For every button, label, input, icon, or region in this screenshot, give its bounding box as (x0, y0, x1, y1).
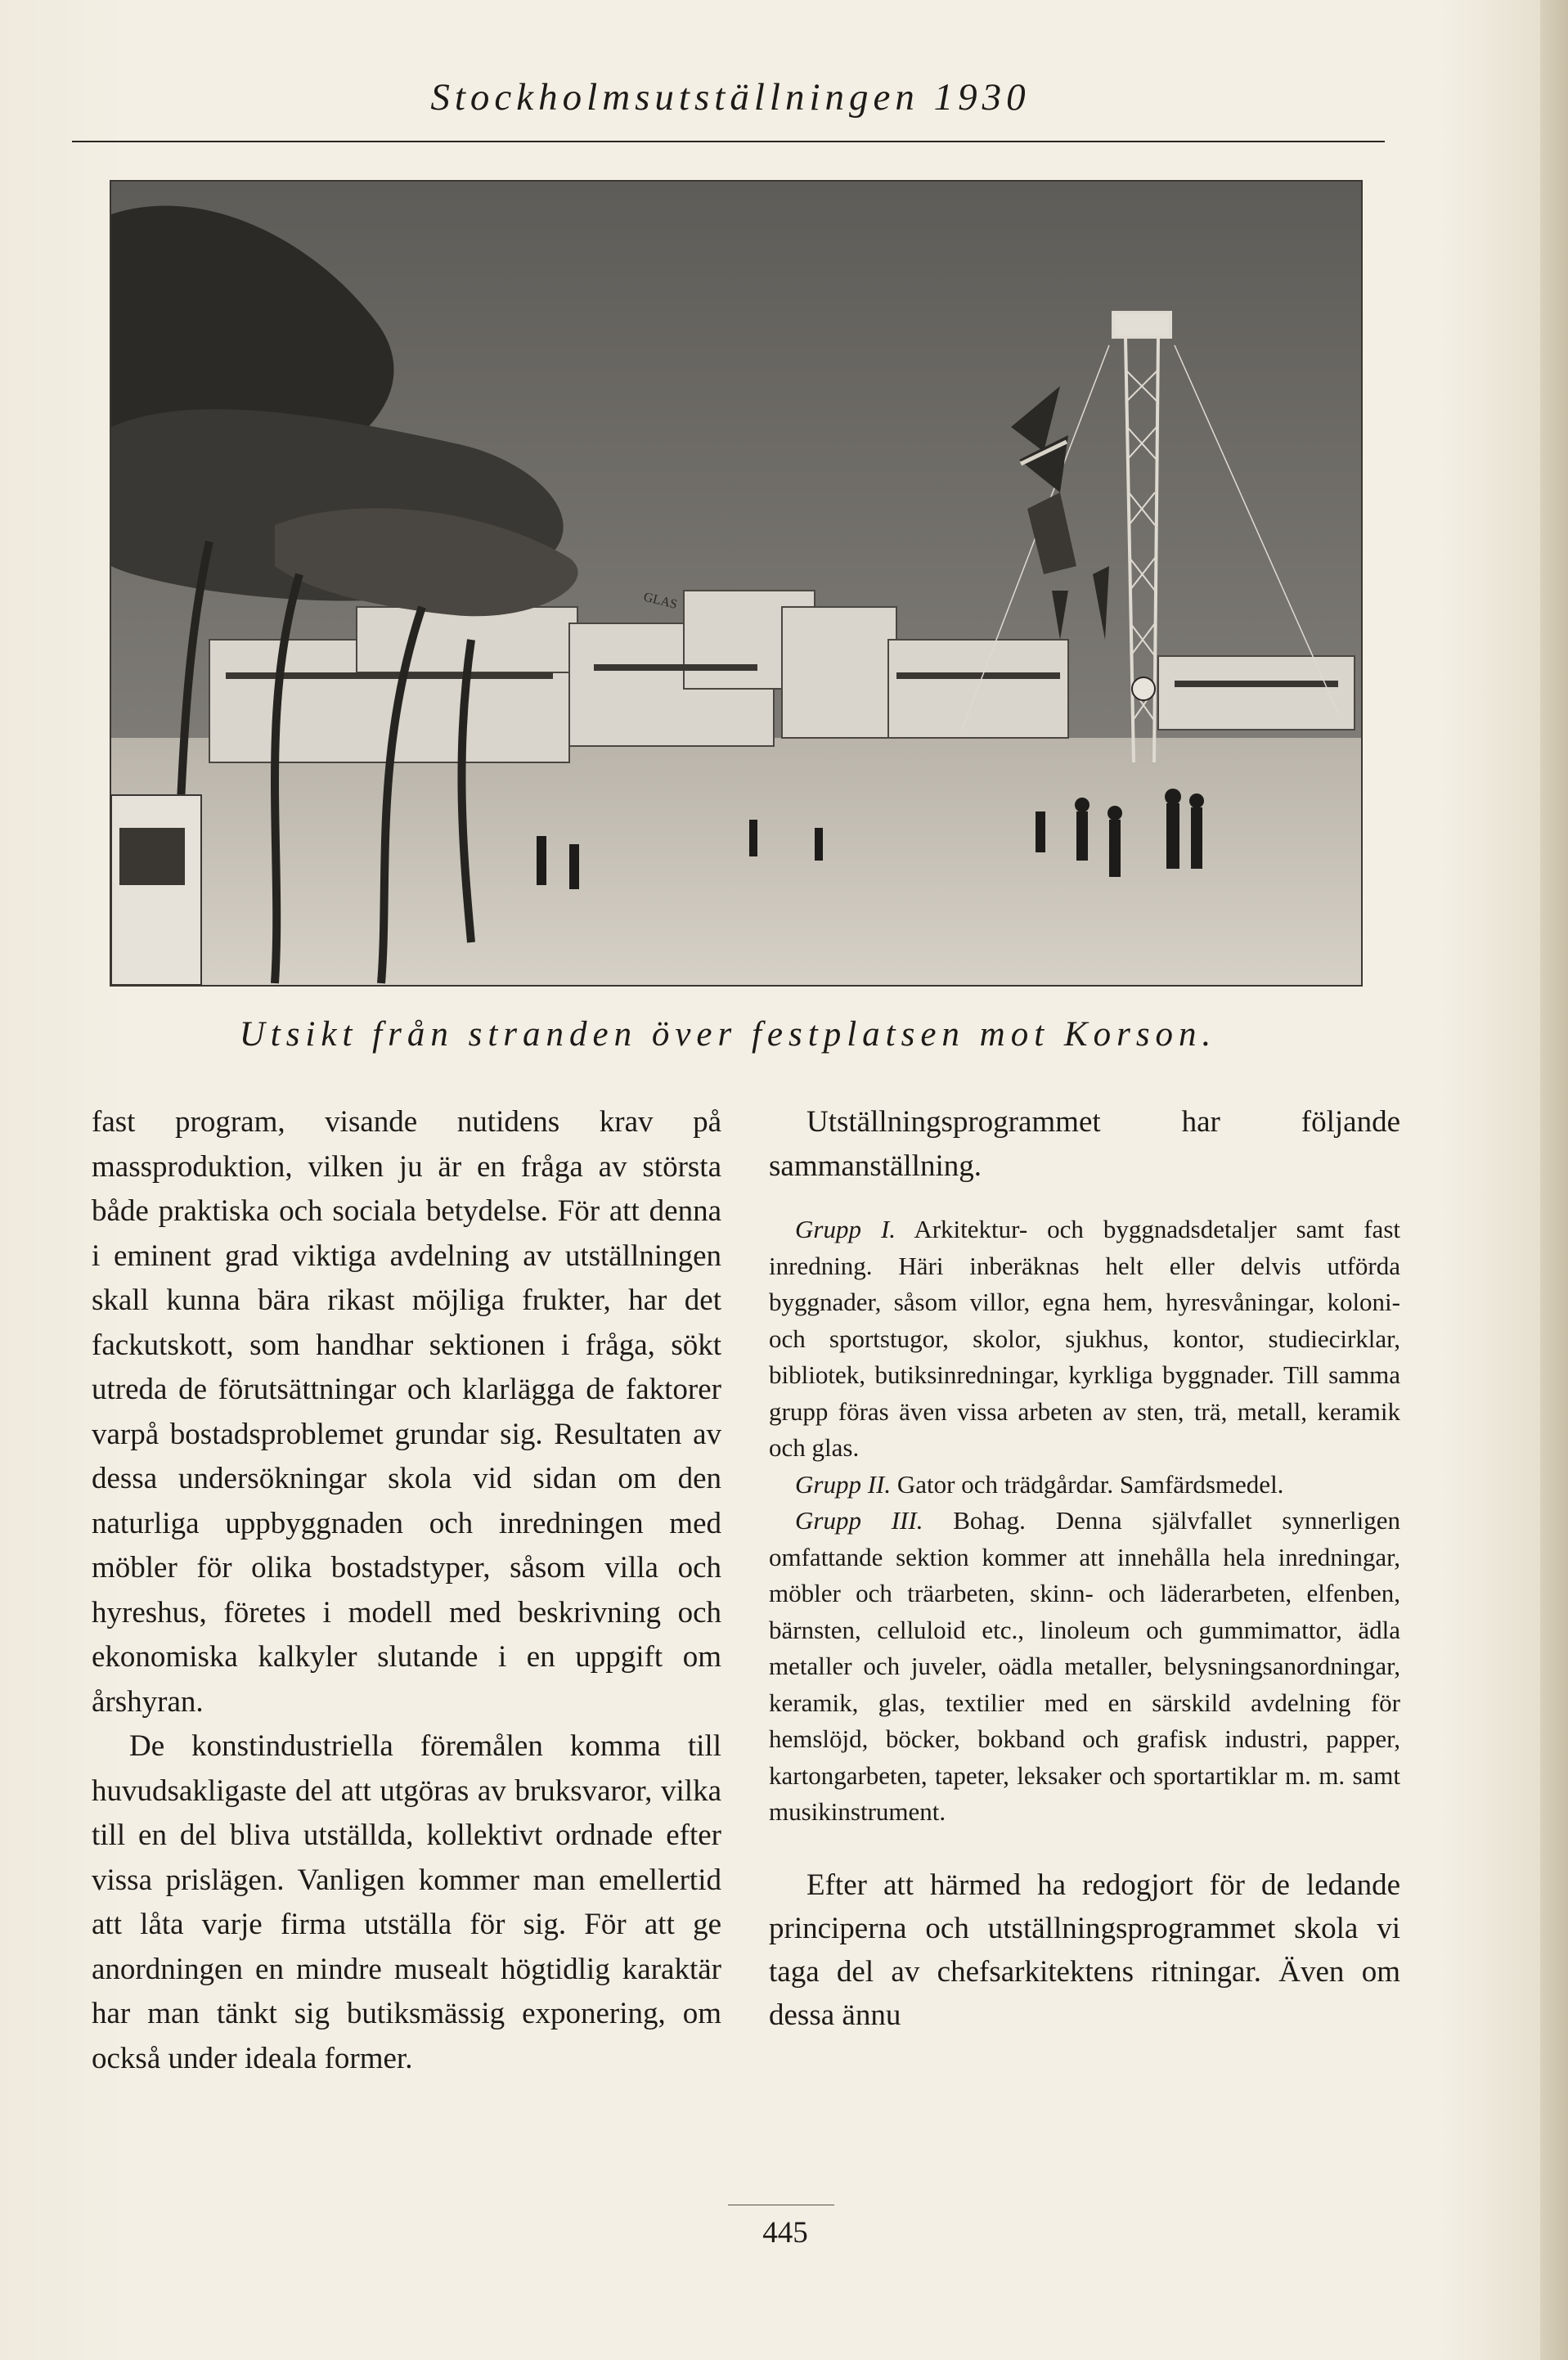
group-2 (769, 1467, 1400, 1504)
group-3-text: Bohag. Denna självfallet synnerligen omfattande sektion kommer att innehålla hela inredningar, möbler och träarbeten, skinn- och läderarbeten, elfenben, bärnsten, celluloid etc., linoleum och gummimattor, ädla metaller och juveler, oädla metaller, belysningsanordningar, keramik, glas, textilier med en särskild avdelning för hemslöjd, böcker, bokband och grafisk industri, papper, kartongarbeten, tapeter, leksaker och sportartiklar m. m. samt musikinstrument. (769, 1506, 1401, 1826)
group-2-text: Gator och trädgårdar. Samfärdsmedel. (896, 1469, 1284, 1499)
header-rule (72, 141, 1385, 142)
figure-caption: Utsikt från stranden över festplatsen mot Korson. (239, 1015, 1217, 1054)
left-paragraph-1: fast program, visande nutidens krav på massproduktion, vilken ju är en fråga av största både praktiska och sociala betydelse. För att denna i eminent grad viktiga avdelning av utställningen skall kunna bära rikast möjliga frukter, har det fackutskott, som handhar sektionen i fråga, sökt utreda de förutsättningar och klarlägga de faktorer varpå bostadsproblemet grundar sig. Resultaten av dessa undersökningar skola vid sidan om den naturliga uppbyggnaden och inredningen med möbler för olika bostadstyper, såsom villa och hyreshus, företes i modell med beskrivning och ekonomiska kalkyler slutande i en uppgift om årshyran. (92, 1105, 721, 1719)
illustration (110, 180, 1363, 987)
program-intro: Utställningsprogrammet har följande sammanställning. (769, 1105, 1400, 1183)
sign-glas: GLAS (642, 590, 679, 612)
closing-paragraph: Efter att härmed ha redogjort för de ledande principerna och utställningsprogrammet skola vi taga del av chefsarkitektens ritningar. Även om dessa ännu (769, 1868, 1400, 2032)
group-1 (769, 1211, 1400, 1467)
page-edge (1540, 0, 1568, 2360)
group-3 (769, 1503, 1400, 1831)
group-3-label: Grupp III. (795, 1506, 923, 1535)
kiosk-window (119, 828, 185, 885)
left-column (92, 1100, 721, 2081)
group-2-label: Grupp II. (795, 1469, 892, 1499)
group-1-label: Grupp I. (795, 1215, 896, 1243)
running-header: Stockholmsutställningen 1930 (430, 76, 1031, 119)
page-number: 445 (762, 2216, 808, 2250)
right-column (769, 1100, 1400, 2037)
kiosk (111, 795, 201, 985)
tower-clock (1132, 677, 1155, 700)
exhibition-drawing (111, 182, 1361, 985)
left-paragraph-2: De konstindustriella föremålen komma till huvudsakligaste del att utgöras av bruksvaror, vilka till en del bliva utställda, kollektivt ordnade efter vissa prislägen. Vanligen kommer man emellertid att låta varje firma utställa för sig. För att ge anordningen en mindre musealt högtidlig karaktär har man tänkt sig butiksmässig exponering, om också under ideala former. (92, 1729, 721, 2075)
group-1-text: Arkitektur- och byggnadsdetaljer samt fast inredning. Häri inberäknas helt eller delvis utförda byggnader, såsom villor, egna hem, hyresvåningar, koloni- och sportstugor, skolor, sjukhus, kontor, studiecirklar, bibliotek, butiksinredningar, kyrkliga byggnader. Till samma grupp föras även vissa arbeten av sten, trä, metall, keramik och glas. (769, 1215, 1400, 1462)
